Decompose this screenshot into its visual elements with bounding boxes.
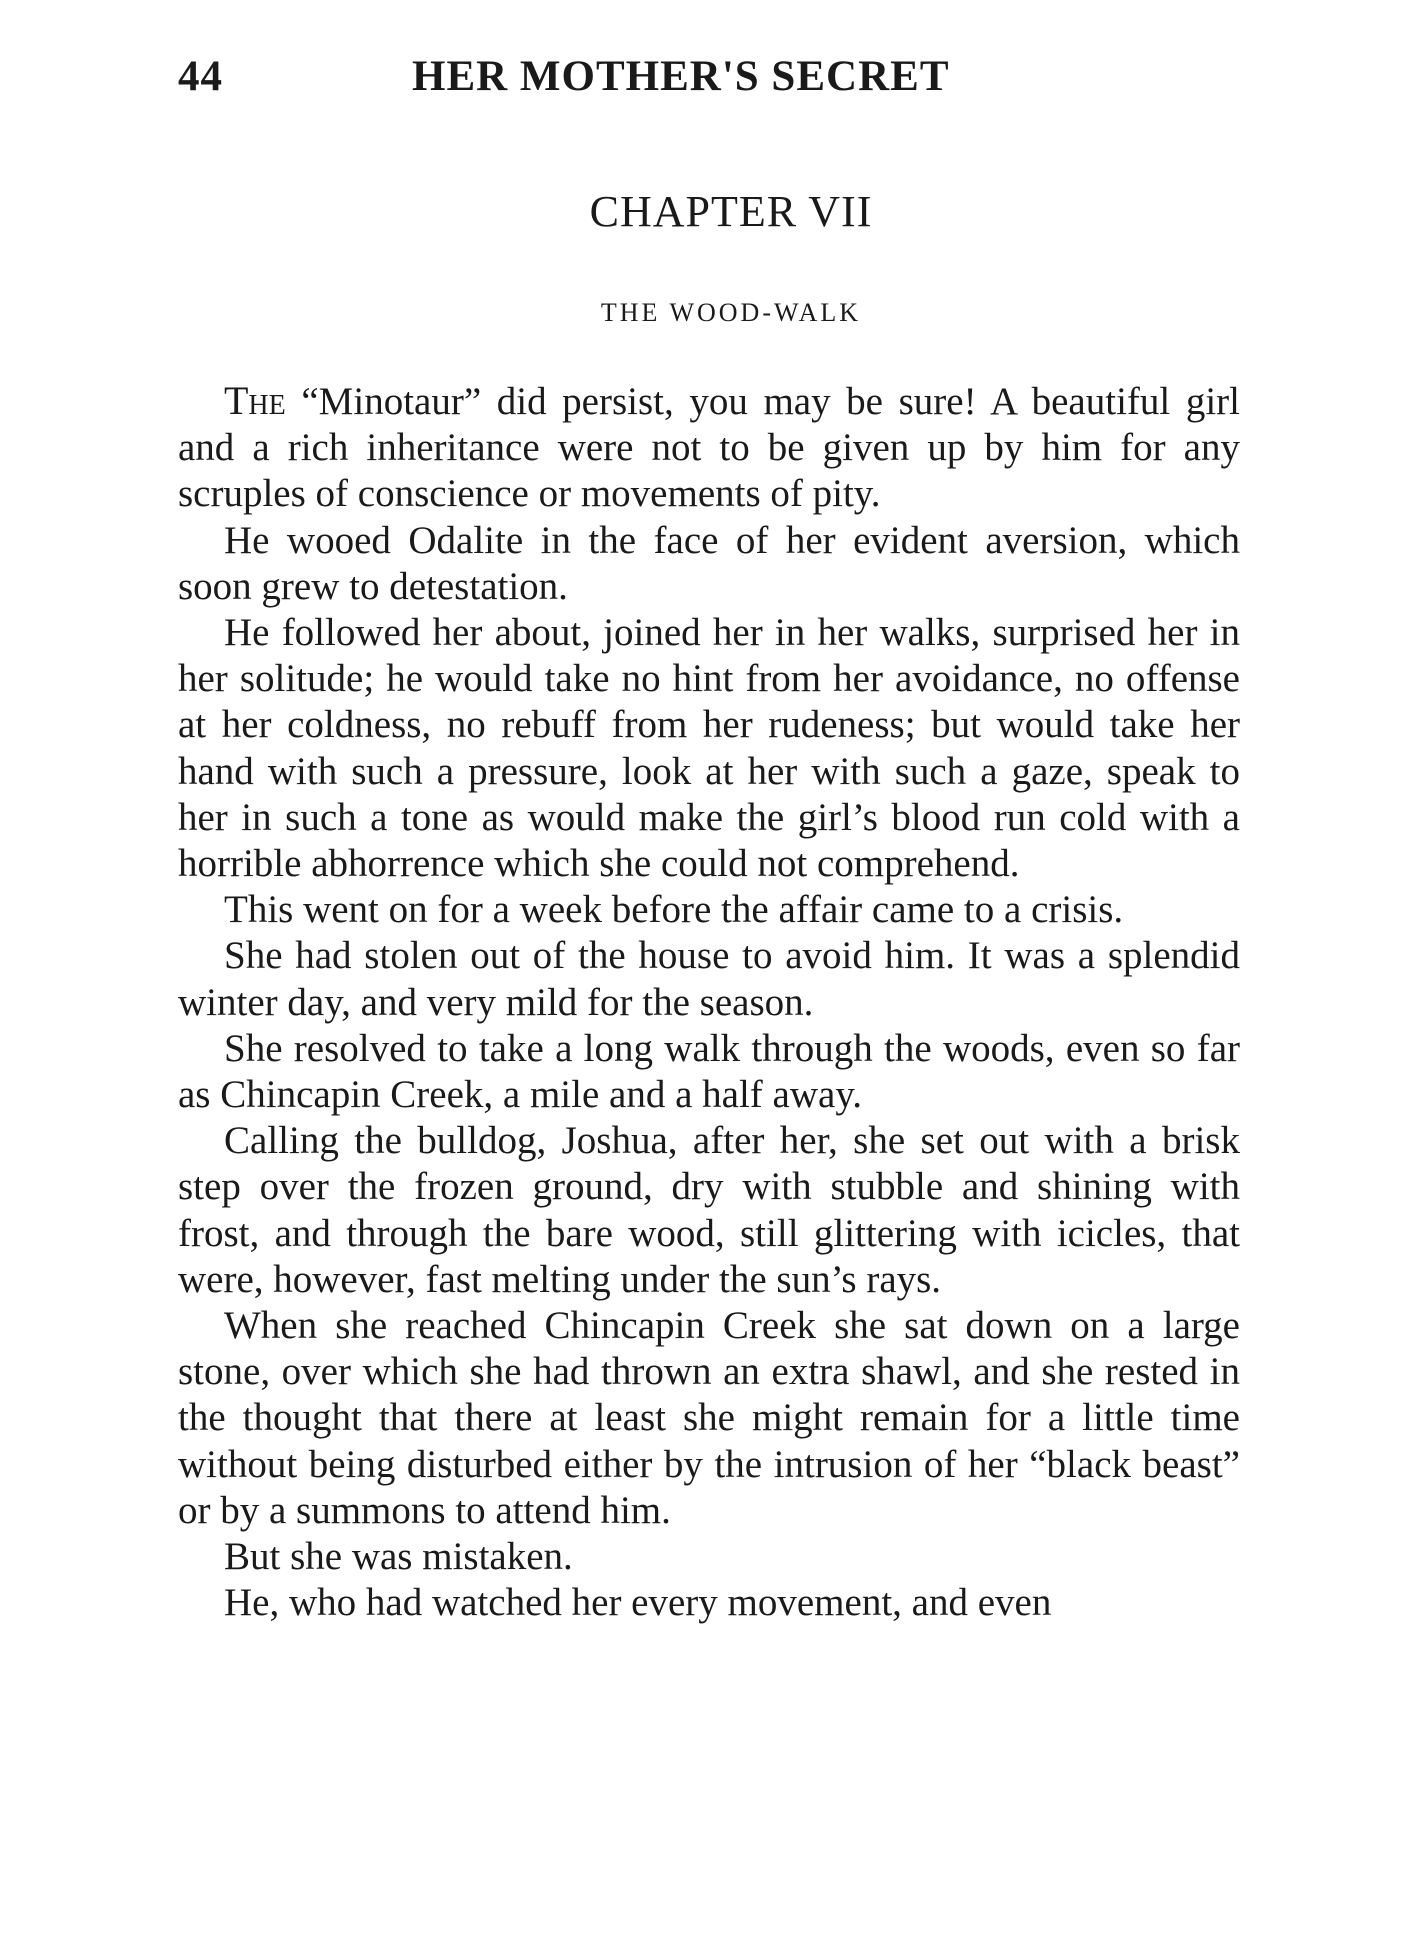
chapter-number: CHAPTER VII	[589, 187, 873, 236]
paragraph: Calling the bulldog, Joshua, after her, she set out with a brisk step over the frozen ground, dry with stubble and shining with frost, and through the bare wood, still glittering with icicles, that were, however, fast melting under the sun’s rays.	[178, 1119, 1240, 1301]
paragraph: She resolved to take a long walk through the woods, even so far as Chincapin Creek, a mile and a half away.	[178, 1026, 1240, 1117]
paragraph: He wooed Odalite in the face of her evident aversion, which soon grew to detestation.	[178, 518, 1240, 608]
running-title: HER MOTHER'S SECRET	[412, 53, 950, 100]
paragraph	[178, 378, 1240, 518]
page-number: 44	[178, 53, 223, 100]
paragraph: He, who had watched her every movement, and even	[224, 1581, 1052, 1625]
chapter-title: THE WOOD-WALK	[600, 298, 862, 327]
paragraph-text: “Minotaur” did persist, you may be sure! A beautiful girl and a rich inheritance were not to be given up by him for any scruples of conscience or movements of pity.	[178, 380, 1240, 516]
paragraph: He followed her about, joined her in her walks, surprised her in her solitude; he would take no hint from her avoidance, no offense at her coldness, no rebuff from her rudeness; but would take her hand with such a pressure, look at her with such a gaze, speak to her in such a tone as would make the girl’s blood run cold with a horrible abhorrence which she could not comprehend.	[178, 611, 1240, 886]
paragraph: But she was mistaken.	[224, 1535, 573, 1579]
paragraph-lead-word: The	[224, 378, 286, 423]
paragraph: When she reached Chincapin Creek she sat down on a large stone, over which she had thrown an extra shawl, and she rested in the thought that there at least she might remain for a little time without being disturbed either by the intrusion of her “black beast” or by a summons to attend him.	[178, 1304, 1240, 1532]
paragraph: She had stolen out of the house to avoid him. It was a splendid winter day, and very mild for the season.	[178, 934, 1240, 1024]
paragraph: This went on for a week before the affair came to a crisis.	[224, 888, 1124, 932]
body-text	[178, 378, 1240, 1626]
running-head	[178, 52, 1238, 112]
